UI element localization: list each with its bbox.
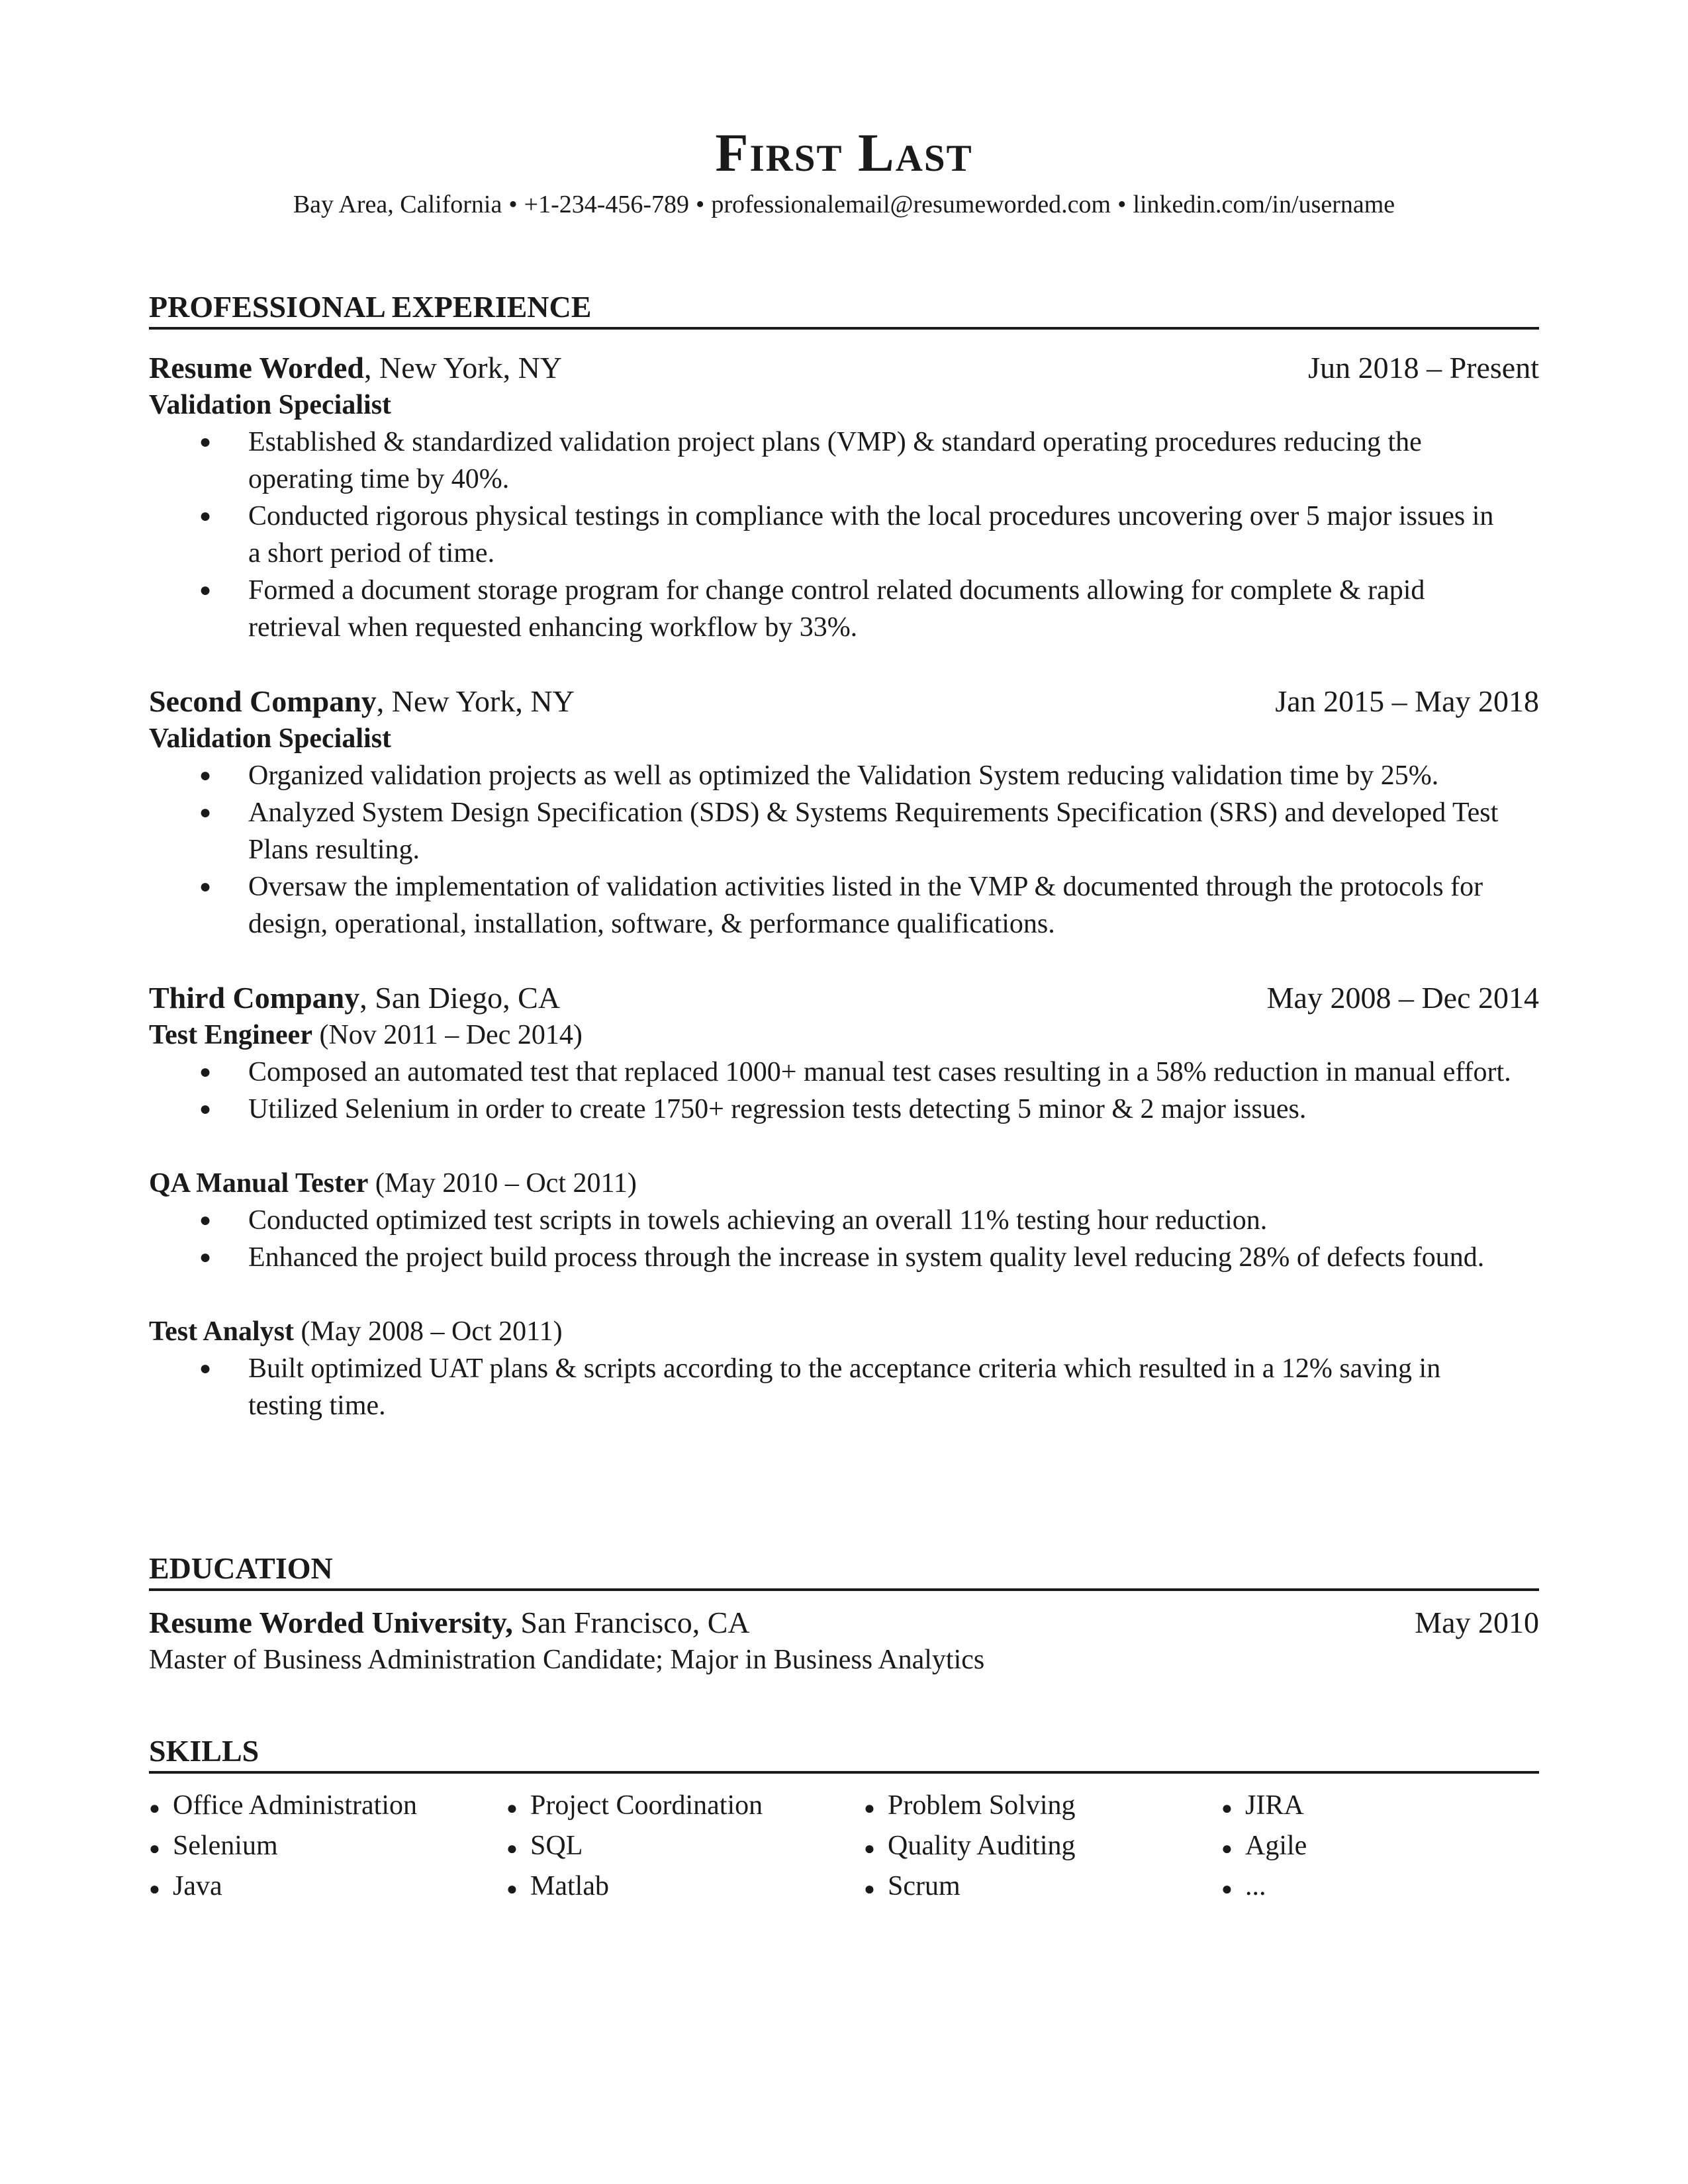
- company-location: , San Diego, CA: [359, 981, 561, 1015]
- list-item: [149, 794, 1539, 868]
- resume-page: [149, 0, 1539, 2184]
- skill-label: JIRA: [1245, 1790, 1304, 1821]
- bullet-icon: ●: [199, 801, 212, 823]
- list-item: [149, 1827, 506, 1868]
- contact-separator: •: [1117, 191, 1127, 218]
- bullet-text: Oversaw the implementation of validation activities listed in the VMP & documented through the protocols for design, operational, installation, software, & performance qualifications.: [248, 872, 1483, 939]
- section-title-skills: SKILLS: [149, 1733, 1539, 1774]
- bullet-text: Composed an automated test that replaced 1000+ manual test cases resulting in a 58% reduction in manual effort.: [248, 1057, 1511, 1087]
- bullet-icon: ●: [506, 1879, 518, 1899]
- job-dates: Jun 2018 – Present: [1308, 351, 1539, 385]
- role-title: Validation Specialist: [149, 723, 392, 754]
- bullet-text: Analyzed System Design Specification (SDS) & Systems Requirements Specification (SRS) and developed Test Plans resulting.: [248, 797, 1499, 865]
- role-line: [149, 720, 1539, 757]
- candidate-name: First Last: [715, 122, 973, 183]
- contact-location: Bay Area, California: [293, 191, 502, 218]
- skill-label: Project Coordination: [530, 1790, 763, 1821]
- bullet-icon: ●: [1221, 1798, 1233, 1819]
- company-name: Third Company: [149, 981, 360, 1015]
- skill-label: Agile: [1245, 1831, 1307, 1861]
- list-item: [149, 1787, 506, 1827]
- company-location: , New York, NY: [364, 351, 563, 385]
- job-header: [149, 979, 1539, 1017]
- bullet-text: Established & standardized validation project plans (VMP) & standard operating procedures reducing the operating time by 40%.: [248, 427, 1422, 494]
- list-item: [149, 424, 1539, 498]
- skill-label: Quality Auditing: [888, 1831, 1076, 1861]
- list-item: [506, 1787, 864, 1827]
- bullet-icon: ●: [199, 876, 212, 897]
- bullet-icon: ●: [149, 1798, 160, 1819]
- skill-label: Scrum: [888, 1871, 961, 1901]
- role-line: [149, 387, 1539, 424]
- company-name: Resume Worded: [149, 351, 364, 385]
- contact-phone: +1-234-456-789: [524, 191, 690, 218]
- list-item: [1221, 1868, 1539, 1908]
- job-header: [149, 349, 1539, 387]
- bullet-text: Built optimized UAT plans & scripts according to the acceptance criteria which resulted in a 12% saving in testing time.: [248, 1353, 1441, 1421]
- school-name: Resume Worded University,: [149, 1606, 513, 1639]
- skill-label: ...: [1245, 1871, 1266, 1901]
- list-item: [149, 868, 1539, 942]
- skill-label: Matlab: [530, 1871, 609, 1901]
- skills-column: [149, 1787, 506, 1908]
- skill-label: Office Administration: [173, 1790, 417, 1821]
- bullet-list: [149, 1350, 1539, 1424]
- skill-label: Java: [173, 1871, 222, 1901]
- bullet-icon: ●: [149, 1879, 160, 1899]
- list-item: [149, 1054, 1539, 1091]
- school-location: San Francisco, CA: [512, 1606, 750, 1639]
- role-period: (May 2008 – Oct 2011): [294, 1316, 563, 1347]
- bullet-icon: ●: [199, 1357, 212, 1379]
- education-date: May 2010: [1415, 1606, 1539, 1639]
- bullet-icon: ●: [506, 1798, 518, 1819]
- skill-label: Selenium: [173, 1831, 278, 1861]
- bullet-icon: ●: [199, 431, 212, 453]
- contact-separator: •: [508, 191, 518, 218]
- bullet-icon: ●: [864, 1879, 875, 1899]
- bullet-icon: ●: [864, 1839, 875, 1859]
- list-item: [506, 1827, 864, 1868]
- bullet-icon: ●: [199, 579, 212, 601]
- bullet-list: [149, 424, 1539, 646]
- role-period: (May 2010 – Oct 2011): [368, 1168, 637, 1199]
- bullet-icon: ●: [199, 764, 212, 786]
- company-name: Second Company: [149, 684, 377, 718]
- company-location: , New York, NY: [376, 684, 575, 718]
- role-title: Validation Specialist: [149, 390, 392, 420]
- bullet-text: Conducted rigorous physical testings in compliance with the local procedures uncovering over 5 major issues in a short period of time.: [248, 501, 1494, 569]
- section-title-education: EDUCATION: [149, 1550, 1539, 1591]
- list-item: [1221, 1827, 1539, 1868]
- list-item: [864, 1827, 1221, 1868]
- bullet-icon: ●: [1221, 1839, 1233, 1859]
- skills-column: [506, 1787, 864, 1908]
- job-dates: Jan 2015 – May 2018: [1275, 684, 1539, 718]
- contact-email[interactable]: professionalemail@resumeworded.com: [711, 191, 1111, 218]
- list-item: [149, 1239, 1539, 1276]
- list-item: [149, 1202, 1539, 1239]
- skills-section: [149, 1733, 1539, 1908]
- contact-linkedin[interactable]: linkedin.com/in/username: [1133, 191, 1395, 218]
- list-item: [149, 572, 1539, 646]
- list-item: [149, 1868, 506, 1908]
- bullet-icon: ●: [864, 1798, 875, 1819]
- skill-label: SQL: [530, 1831, 583, 1861]
- bullet-icon: ●: [1221, 1879, 1233, 1899]
- bullet-icon: ●: [199, 1061, 212, 1083]
- list-item: [149, 757, 1539, 794]
- bullet-list: [149, 757, 1539, 942]
- list-item: [149, 1091, 1539, 1128]
- contact-separator: •: [696, 191, 705, 218]
- list-item: [149, 498, 1539, 572]
- skills-column: [864, 1787, 1221, 1908]
- bullet-list: [149, 1054, 1539, 1128]
- role-line: [149, 1017, 1539, 1054]
- experience-section: [149, 289, 1539, 1424]
- bullet-list: [149, 1202, 1539, 1276]
- skills-column: [1221, 1787, 1539, 1908]
- bullet-text: Formed a document storage program for change control related documents allowing for complete & rapid retrieval when requested enhancing workflow by 33%.: [248, 575, 1425, 643]
- degree: Master of Business Administration Candidate; Major in Business Analytics: [149, 1645, 985, 1675]
- skills-grid: [149, 1787, 1539, 1908]
- bullet-icon: ●: [149, 1839, 160, 1859]
- bullet-icon: ●: [199, 1246, 212, 1268]
- skill-label: Problem Solving: [888, 1790, 1076, 1821]
- bullet-text: Organized validation projects as well as optimized the Validation System reducing validation time by 25%.: [248, 760, 1439, 791]
- role-line: [149, 1165, 1539, 1202]
- list-item: [864, 1787, 1221, 1827]
- list-item: [149, 1350, 1539, 1424]
- bullet-icon: ●: [506, 1839, 518, 1859]
- bullet-icon: ●: [199, 1098, 212, 1120]
- bullet-text: Enhanced the project build process through the increase in system quality level reducing 28% of defects found.: [248, 1242, 1485, 1273]
- bullet-text: Utilized Selenium in order to create 1750+ regression tests detecting 5 minor & 2 major issues.: [248, 1094, 1307, 1124]
- role-line: [149, 1313, 1539, 1350]
- list-item: [506, 1868, 864, 1908]
- role-title: Test Engineer: [149, 1020, 312, 1050]
- bullet-text: Conducted optimized test scripts in towels achieving an overall 11% testing hour reduction.: [248, 1205, 1268, 1236]
- list-item: [864, 1868, 1221, 1908]
- role-title: QA Manual Tester: [149, 1168, 369, 1199]
- list-item: [1221, 1787, 1539, 1827]
- contact-line: [149, 188, 1539, 221]
- role-title: Test Analyst: [149, 1316, 295, 1347]
- education-section: [149, 1550, 1539, 1678]
- section-title-experience: PROFESSIONAL EXPERIENCE: [149, 289, 1539, 330]
- bullet-icon: ●: [199, 505, 212, 527]
- job-dates: May 2008 – Dec 2014: [1266, 981, 1539, 1015]
- role-period: (Nov 2011 – Dec 2014): [312, 1020, 583, 1050]
- bullet-icon: ●: [199, 1209, 212, 1231]
- job-header: [149, 683, 1539, 720]
- education-header: [149, 1604, 1539, 1641]
